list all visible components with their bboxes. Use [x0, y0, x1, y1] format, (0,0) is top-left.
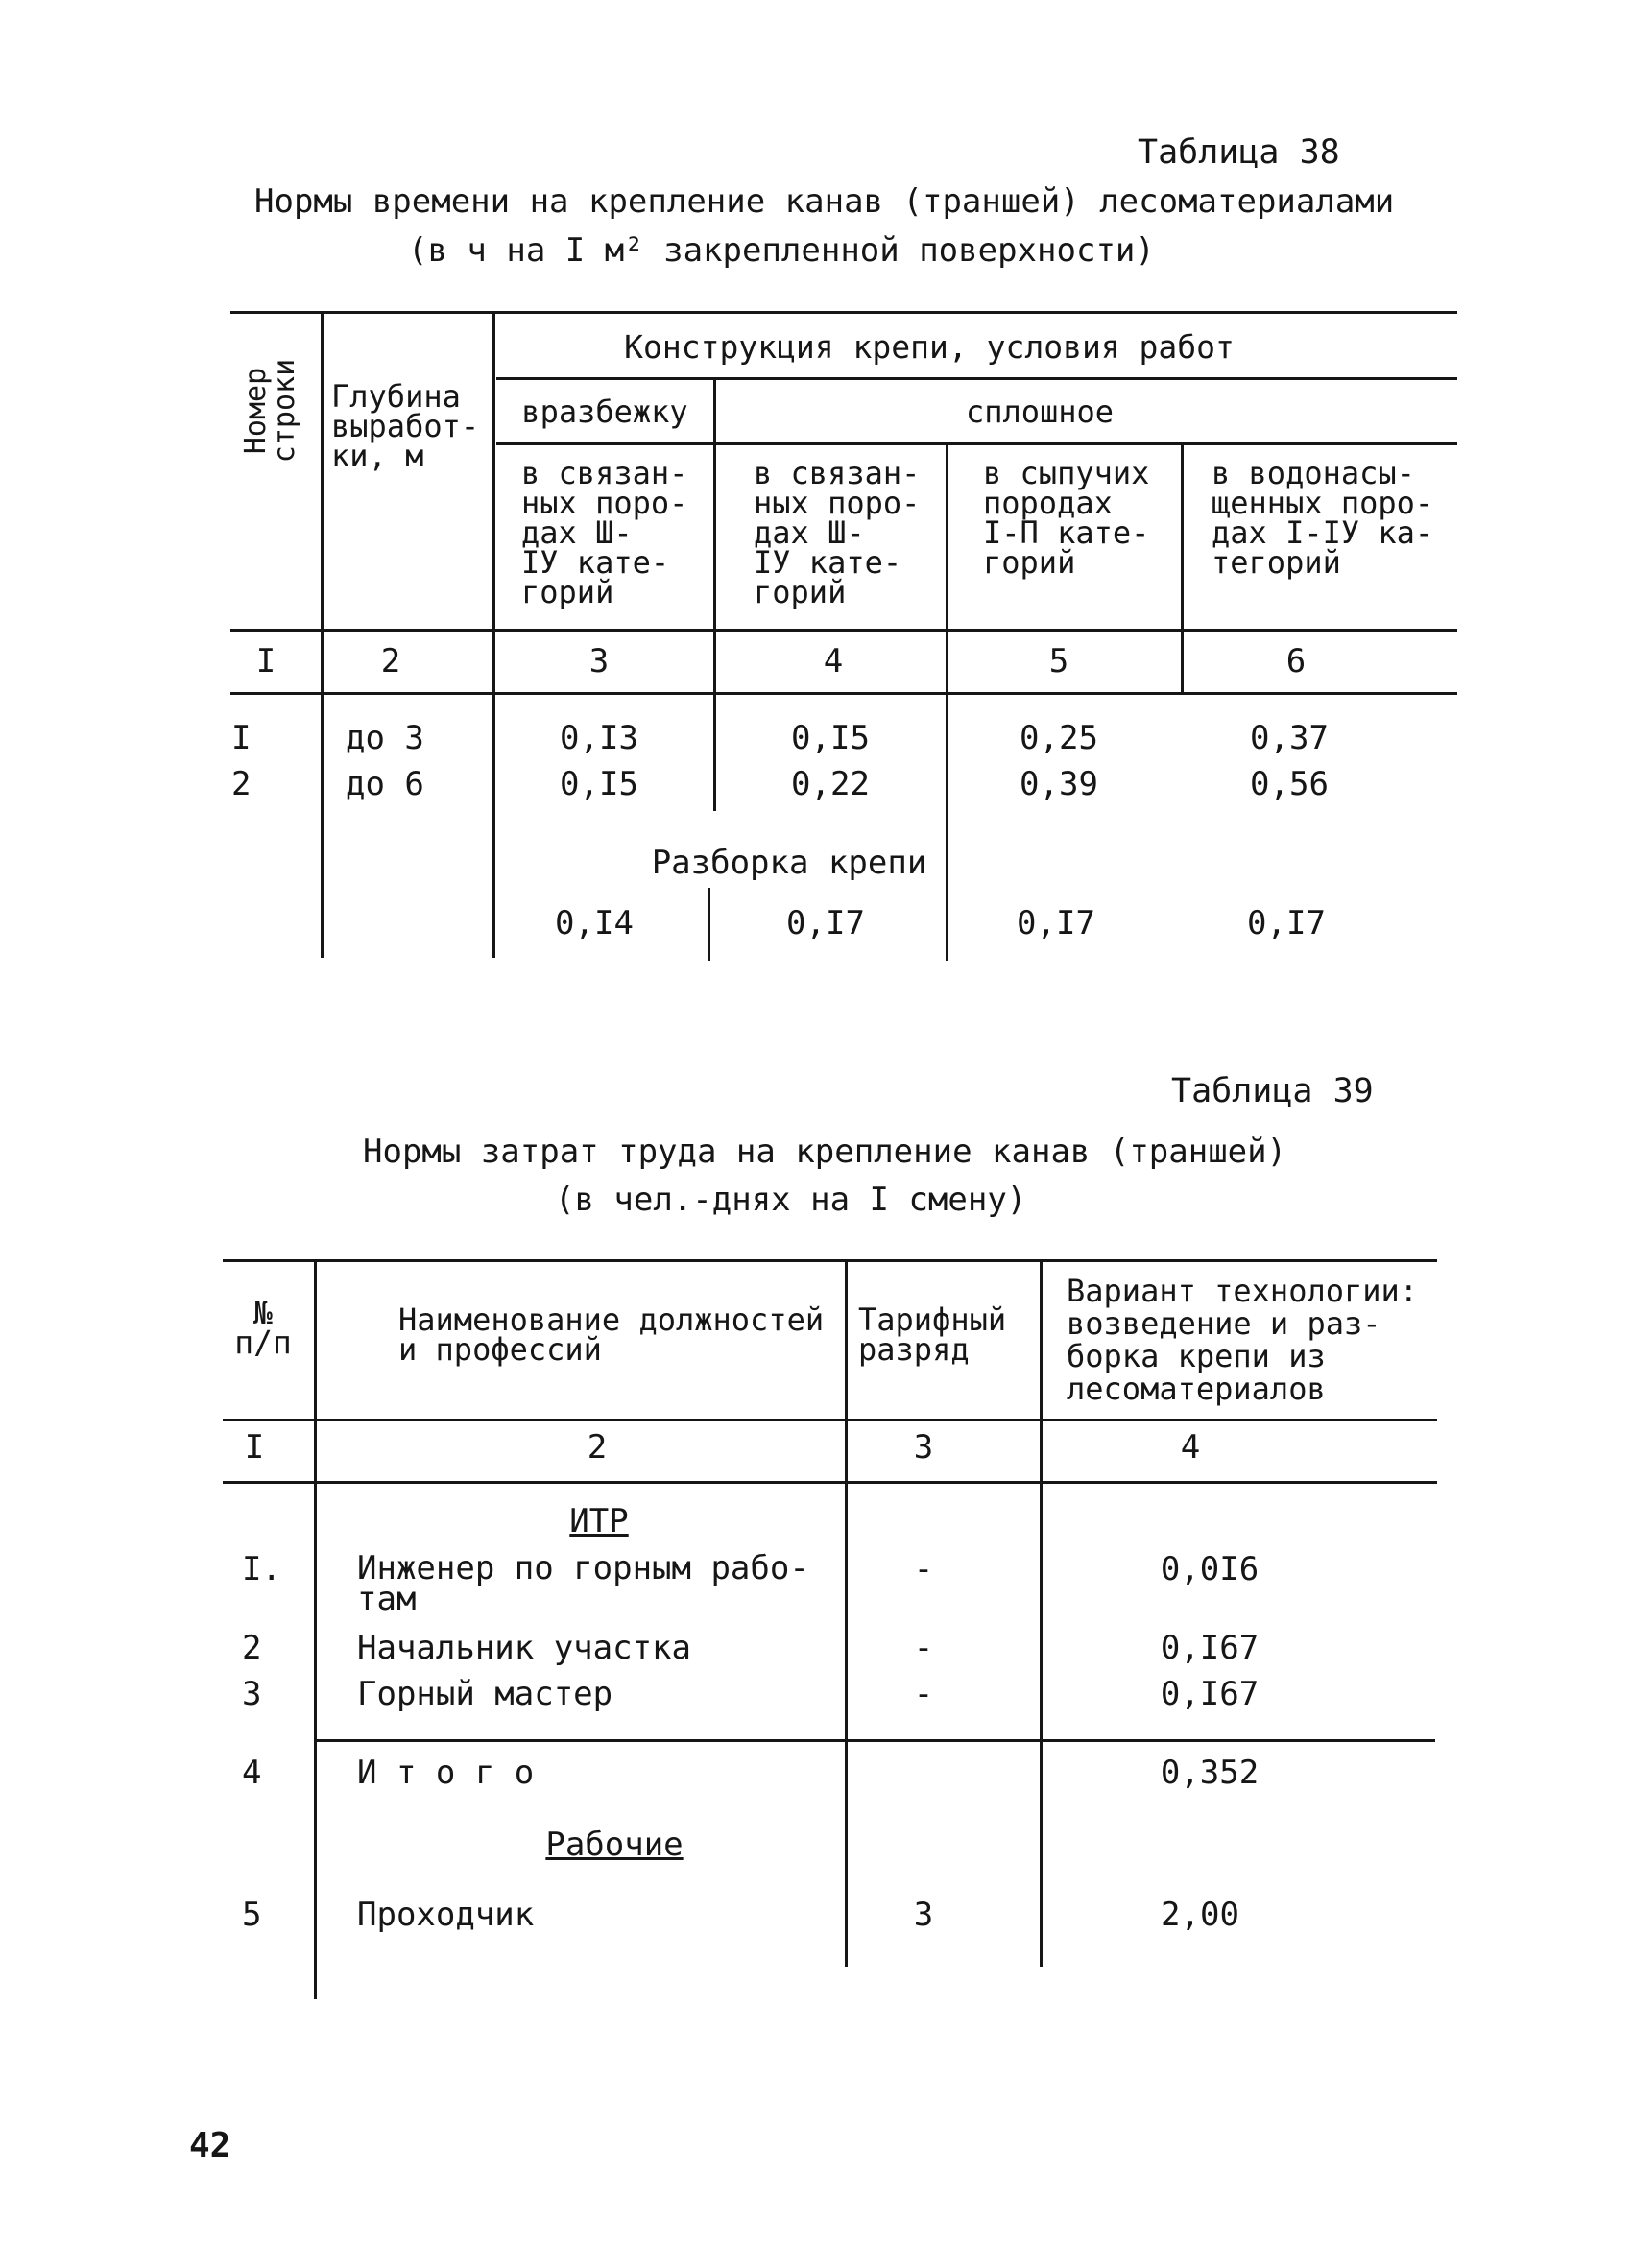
t38-header-col3: в связан- ных поро- дах Ш- IУ кате- горий [521, 455, 688, 610]
t38-dismantling-label: Разборка крепи [651, 844, 927, 882]
table38-title-line2: (в ч на I м² закрепленной поверхности) [408, 231, 1155, 270]
t39-row-number: 5 [242, 1896, 262, 1934]
t39-colnum: 4 [1180, 1428, 1201, 1467]
t38-vline-4 [946, 444, 948, 961]
table38-title-line1: Нормы времени на крепление канав (траншей) лесоматериалами [254, 182, 1395, 221]
t39-row-name: Горный мастер [357, 1675, 613, 1713]
t38-colnum: 5 [1048, 642, 1069, 680]
t39-row-value: 0,I67 [1160, 1629, 1260, 1667]
page-number: 42 [189, 2126, 231, 2165]
t38-header-depth: Глубина выработ- ки, м [331, 378, 480, 474]
t38-cell: 0,I7 [1017, 904, 1095, 943]
t39-row-grade: - [913, 1550, 934, 1588]
table38-label: Таблица 38 [1138, 133, 1340, 172]
t38-cell: 0,22 [791, 765, 870, 803]
t38-cell: 0,37 [1250, 719, 1329, 757]
t38-row-number: 2 [231, 765, 252, 803]
t38-top-rule [230, 311, 1457, 314]
t39-header-grade: Тарифный разряд [858, 1301, 1007, 1368]
table39-title-line2: (в чел.-днях на I смену) [555, 1181, 1027, 1219]
t38-cell: 0,I4 [555, 904, 634, 943]
t39-vline-1 [314, 1261, 317, 1999]
t39-row-grade: - [913, 1629, 934, 1667]
t38-colnum: 6 [1285, 642, 1307, 680]
t38-vline-5 [1181, 444, 1184, 694]
table39-label: Таблица 39 [1171, 1072, 1374, 1110]
table39-title-line1: Нормы затрат труда на крепление канав (траншей) [363, 1133, 1287, 1171]
t38-header-solid: сплошное [965, 394, 1115, 430]
t39-row-name: Проходчик [357, 1896, 535, 1934]
t39-header-variant: Вариант технологии: возведение и раз- борка крепи из лесоматериалов [1067, 1273, 1419, 1407]
t38-colnum: 3 [588, 642, 610, 680]
t39-row-grade: 3 [913, 1896, 934, 1934]
t39-row-value: 2,00 [1161, 1896, 1239, 1934]
t39-vline-3 [1040, 1261, 1043, 1967]
t39-row-number: 3 [242, 1675, 262, 1713]
t39-section-itr: ИТР [569, 1502, 629, 1540]
t38-header-col4: в связан- ных поро- дах Ш- IУ кате- горий [754, 455, 921, 610]
t39-top-rule [223, 1259, 1437, 1262]
t39-header-bottom-rule [223, 1419, 1437, 1421]
t38-colnum: 4 [823, 642, 844, 680]
t38-cell: 0,I5 [791, 719, 870, 757]
t38-vline-3b [708, 888, 710, 961]
t39-row-grade: - [913, 1675, 934, 1713]
t38-header-group: Конструкция крепи, условия работ [624, 328, 1235, 366]
t38-colnum: 2 [380, 642, 401, 680]
t38-header-col5: в сыпучих породах I-П кате- горий [983, 455, 1150, 581]
t38-cell: 0,56 [1250, 765, 1329, 803]
t39-header-number: № п/п [234, 1294, 292, 1361]
t39-row-number: 2 [242, 1629, 262, 1667]
t38-row-number: I [231, 719, 252, 757]
t38-header-bottom-rule [230, 629, 1457, 632]
t38-cell: 0,25 [1020, 719, 1098, 757]
t38-header-row-number: Номер строки [239, 358, 301, 464]
t38-cell: 0,I5 [560, 765, 638, 803]
t39-total-number: 4 [242, 1754, 262, 1792]
t39-row-value: 0,I67 [1160, 1675, 1260, 1713]
t39-total-value: 0,352 [1160, 1754, 1260, 1792]
t38-header-col6: в водонасы- щенных поро- дах I-IУ ка- тегорий [1212, 455, 1434, 581]
t38-vline-2 [492, 313, 495, 958]
t38-group-rule [496, 377, 1457, 380]
t39-row-name: Инженер по горным рабо- там [357, 1549, 809, 1618]
t39-vline-2 [845, 1261, 848, 1967]
t38-cell: 0,39 [1020, 765, 1098, 803]
t39-colnum-rule [223, 1481, 1437, 1484]
t38-cell: 0,I7 [786, 904, 865, 943]
t38-colnum: I [255, 642, 276, 680]
t39-colnum: 2 [587, 1428, 608, 1467]
t39-row-value: 0,0I6 [1160, 1550, 1260, 1588]
t38-cell: 0,I7 [1247, 904, 1326, 943]
t39-row-number: I. [242, 1550, 281, 1588]
t38-header-sparse: вразбежку [521, 394, 688, 430]
t39-colnum: I [244, 1428, 265, 1467]
t38-vline-1 [321, 313, 324, 958]
t39-colnum: 3 [913, 1428, 934, 1467]
t38-row-depth: до 3 [346, 719, 424, 757]
t39-total-label: И т о г о [357, 1754, 535, 1792]
t39-row-name: Начальник участка [357, 1629, 691, 1667]
t39-header-name: Наименование должностей и профессий [398, 1301, 825, 1368]
t38-colnum-rule [230, 692, 1457, 695]
t38-row-depth: до 6 [346, 765, 424, 803]
t39-total-rule [317, 1739, 1435, 1742]
t38-cell: 0,I3 [560, 719, 638, 757]
t38-sub-rule [496, 442, 1457, 445]
t38-vline-3a [713, 379, 716, 811]
t39-section-workers: Рабочие [545, 1826, 684, 1864]
